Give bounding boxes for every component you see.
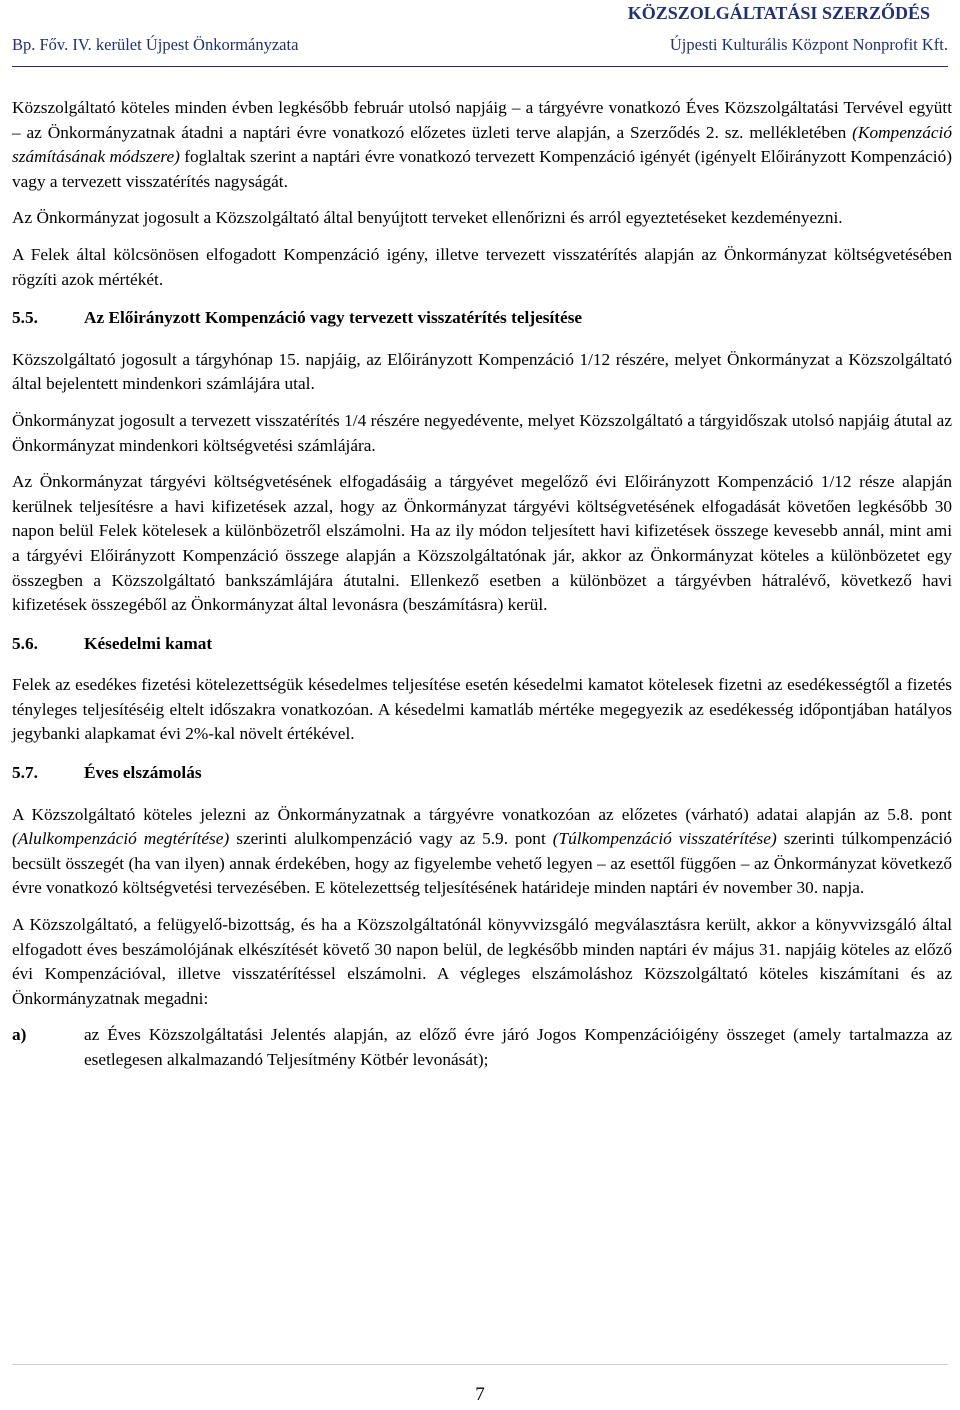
header-right-party: Újpesti Kulturális Központ Nonprofit Kft. [669, 35, 948, 54]
section-number: 5.5. [12, 308, 38, 328]
section-number: 5.6. [12, 633, 38, 653]
paragraph: A Felek által kölcsönösen elfogadott Kompenzáció igény, illetve tervezett visszatérítés alapján az Önkormányzat költségvetésében rögzíti azok mértékét. [12, 244, 952, 289]
paragraph: Közszolgáltató köteles minden évben legkésőbb február utolsó napjáig – a tárgyévre vonatkozó Éves Közszolgáltatási Tervével együtt – az Önkormányzatnak átadni a naptári évre vonatkozó előzetes üzleti terve alapján, a Szerződés 2. sz. mellékletében (Kompenzáció számításának módszere) foglaltak szerint a naptári évre vonatkozó tervezett Kompenzáció igényét (igényelt Előirányzott Kompenzáció) vagy a tervezett visszatérítés nagyságát. [12, 98, 952, 191]
section-title: Az Előirányzott Kompenzáció vagy tervezett visszatérítés teljesítése [84, 308, 583, 328]
page-number: 7 [475, 1384, 485, 1405]
section-number: 5.7. [12, 763, 38, 783]
footer-divider [12, 1364, 948, 1365]
page-header [12, 0, 948, 55]
section-heading-5-6 [12, 632, 952, 657]
section-heading-5-5 [12, 306, 952, 331]
paragraph: Az Önkormányzat tárgyévi költségvetésének elfogadásáig a tárgyévet megelőző évi Előirányzott Kompenzáció 1/12 része alapján kerülnek teljesítésre a havi kifizetések azzal, hogy az Önkormányzat tárgyévi költségvetésének elfogadását követően legkésőbb 30 napon belül Felek kötelesek a különbözetről elszámolni. Ha az ily módon teljesített havi kifizetések összege kevesebb annál, mint ami a tárgyévi Előirányzott Kompenzáció összege alapján a Közszolgáltatónak jár, akkor az Önkormányzat köteles a különbözetet egy összegben a Közszolgáltató bankszámlájára átutalni. Ellenkező esetben a különbözet a tárgyévben hátralévő, következő havi kifizetések összegéből az Önkormányzat által levonásra (beszámításra) kerül. [12, 472, 952, 615]
section-title: Késedelmi kamat [84, 633, 213, 653]
list-item-a [12, 1023, 952, 1072]
paragraph: A Közszolgáltató, a felügyelő-bizottság, és ha a Közszolgáltatónál könyvvizsgáló megválasztásra került, akkor a könyvvizsgáló által elfogadott éves beszámolójának elkészítését követő 30 napon belül, de legkésőbb minden naptári év május 31. napjáig köteles az előző évi Kompenzációval, illetve visszatérítéssel elszámolni. A végleges elszámoláshoz Közszolgáltató köteles kiszámítani és az Önkormányzatnak megadni: [12, 915, 952, 1008]
header-left-party: Bp. Főv. IV. kerület Újpest Önkormányzata [12, 35, 299, 54]
header-divider [12, 66, 948, 67]
section-title: Éves elszámolás [84, 763, 202, 783]
paragraph: A Közszolgáltató köteles jelezni az Önkormányzatnak a tárgyévre vonatkozóan az előzetes (várható) adatai alapján az 5.8. pont (Alulkompenzáció megtérítése) szerinti alulkompenzáció vagy az 5.9. pont (Túlkompenzáció visszatérítése) szerinti túlkompenzáció becsült összegét (ha van ilyen) annak érdekében, hogy az figyelembe vehető legyen – az esettől függően – az Önkormányzat következő évre vonatkozó költségvetési tervezésében. E kötelezettség teljesítésének határideje minden naptári év november 30. napja. [12, 804, 952, 898]
document-body [12, 96, 952, 1073]
document-title: KÖZSZOLGÁLTATÁSI SZERZŐDÉS [627, 3, 930, 23]
section-heading-5-7 [12, 761, 952, 786]
paragraph: Az Önkormányzat jogosult a Közszolgáltató által benyújtott terveket ellenőrizni és arról egyeztetéseket kezdeményezni. [12, 208, 843, 228]
paragraph: Közszolgáltató jogosult a tárgyhónap 15. napjáig, az Előirányzott Kompenzáció 1/12 részére, melyet Önkormányzat a Közszolgáltató által bejelentett mindenkori számlájára utal. [12, 349, 952, 394]
list-item-text: az Éves Közszolgáltatási Jelentés alapján, az előző évre járó Jogos Kompenzációigény összeget (amely tartalmazza az esetlegesen alkalmazandó Teljesítmény Kötbér levonását); [84, 1025, 952, 1069]
paragraph: Önkormányzat jogosult a tervezett visszatérítés 1/4 részére negyedévente, melyet Közszolgáltató a tárgyidőszak utolsó napjáig átutal az Önkormányzat mindenkori költségvetési számlájára. [12, 410, 952, 455]
header-parties [12, 35, 948, 55]
paragraph: Felek az esedékes fizetési kötelezettségük késedelmes teljesítése esetén késedelmi kamatot kötelesek fizetni az esedékességtől a fizetés tényleges teljesítéséig eltelt időszakra vonatkozóan. A késedelmi kamatláb mértéke megegyezik az esedékesség időpontjában hatályos jegybanki alapkamat évi 2%-kal növelt értékével. [12, 675, 952, 744]
list-marker: a) [12, 1025, 27, 1045]
